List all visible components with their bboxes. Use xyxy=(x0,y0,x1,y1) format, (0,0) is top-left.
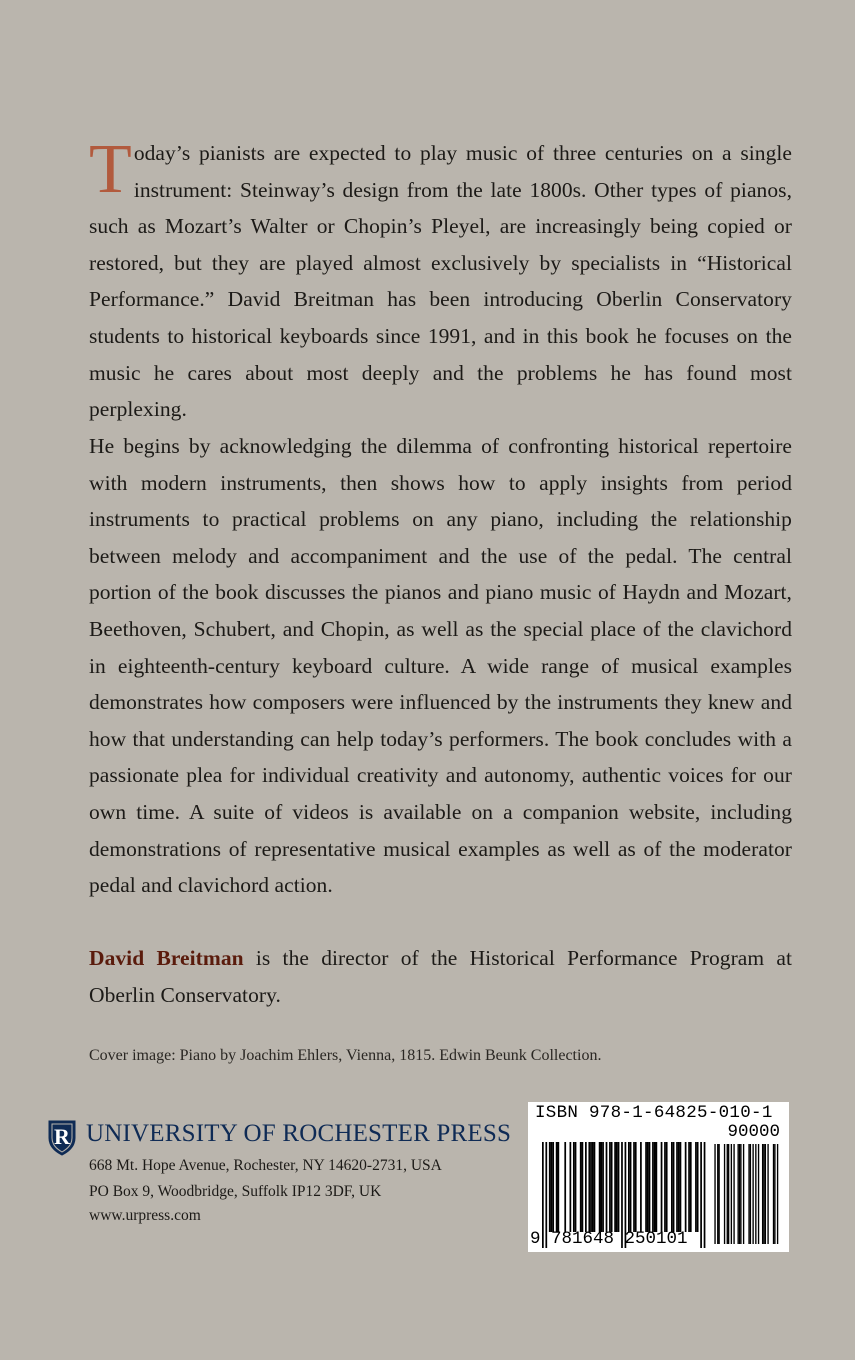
addon-bar xyxy=(765,1144,766,1244)
barcode-bar xyxy=(633,1142,635,1232)
addon-bar xyxy=(752,1144,753,1244)
barcode-bar xyxy=(661,1142,663,1232)
barcode-bar xyxy=(570,1142,572,1232)
addon-bar xyxy=(727,1144,728,1244)
barcode-bar xyxy=(695,1142,697,1232)
barcode-bar xyxy=(630,1142,632,1232)
addon-bar xyxy=(739,1144,740,1244)
barcode-bar xyxy=(664,1142,666,1232)
barcode-bar xyxy=(704,1142,706,1248)
barcode-bar xyxy=(671,1142,673,1232)
barcode-bar xyxy=(656,1142,658,1232)
barcode-bar xyxy=(549,1142,551,1232)
barcode-bar xyxy=(557,1142,559,1232)
barcode-bar xyxy=(680,1142,682,1232)
barcode-bar xyxy=(685,1142,687,1232)
barcode-bar xyxy=(688,1142,690,1232)
barcode-bar xyxy=(594,1142,596,1232)
addon-bar xyxy=(737,1144,738,1244)
barcode-bar xyxy=(573,1142,575,1232)
addon-bar xyxy=(774,1144,775,1244)
addon-bar xyxy=(740,1144,741,1244)
addon-bar xyxy=(767,1144,768,1244)
barcode-bar xyxy=(649,1142,651,1232)
barcode-bar xyxy=(628,1142,630,1232)
addon-bar xyxy=(717,1144,718,1244)
barcode-bar xyxy=(614,1142,616,1232)
barcode-bar xyxy=(654,1142,656,1232)
publisher-logo-letter: R xyxy=(54,1124,70,1149)
addon-bar xyxy=(724,1144,725,1244)
author-bio xyxy=(89,940,792,1013)
barcode-bar xyxy=(580,1142,582,1232)
addon-bar xyxy=(762,1144,763,1244)
isbn-barcode xyxy=(528,1102,789,1252)
barcode-bar xyxy=(582,1142,584,1232)
isbn-label: ISBN 978-1-64825-010-1 xyxy=(535,1103,773,1123)
barcode-bar xyxy=(676,1142,678,1232)
barcode-bar xyxy=(551,1142,553,1232)
barcode-bar xyxy=(590,1142,592,1232)
barcode-bar xyxy=(700,1142,702,1248)
barcode-bar xyxy=(645,1142,647,1232)
addon-bar xyxy=(731,1144,732,1244)
description-paragraph-1 xyxy=(89,131,792,428)
addon-bar xyxy=(777,1144,778,1244)
drop-cap: T xyxy=(89,131,132,208)
publisher-name: UNIVERSITY OF ROCHESTER PRESS xyxy=(86,1120,512,1147)
description-paragraph-2: He begins by acknowledging the dilemma of confronting historical repertoire with modern instruments, then shows how to apply insights from period instruments to practical problems on any piano, including the relationship between melody and accompaniment and the use of the pedal. The central portion of the book discusses the pianos and piano music of Haydn and Mozart, Beethoven, Schubert, and Chopin, as well as the special place of the clavichord in eighteenth-century keyboard culture. A wide range of musical examples demonstrates how composers were influenced by the instruments they knew and how that understanding can help today’s performers. The book concludes with a passionate plea for individual creativity and autonomy, authentic voices for our own time. A suite of videos is available on a companion website, including demonstrations of representative musical examples as well as of the moderator pedal and clavichord action. xyxy=(89,434,792,898)
addon-bar xyxy=(718,1144,719,1244)
author-name: David Breitman xyxy=(89,946,244,970)
cover-credit: Cover image: Piano by Joachim Ehlers, Vienna, 1815. Edwin Beunk Collection. xyxy=(89,1047,602,1064)
addon-bar xyxy=(728,1144,729,1244)
addon-bar xyxy=(733,1144,734,1244)
barcode-bar xyxy=(611,1142,613,1232)
addon-bar xyxy=(758,1144,759,1244)
barcode-bar xyxy=(552,1142,554,1232)
author-bio-text: is the director of the Historical Performance Program at Oberlin Conservatory. xyxy=(89,946,792,1007)
addon-bar xyxy=(743,1144,744,1244)
barcode-bar xyxy=(635,1142,637,1232)
barcode-bar xyxy=(588,1142,590,1232)
barcode-bar xyxy=(600,1142,602,1232)
barcode-bar xyxy=(609,1142,611,1232)
barcode-bar xyxy=(697,1142,699,1232)
addon-bar xyxy=(773,1144,774,1244)
price-code: 90000 xyxy=(727,1122,780,1142)
addon-bar xyxy=(750,1144,751,1244)
barcode-bar xyxy=(666,1142,668,1232)
barcode-bar xyxy=(647,1142,649,1232)
barcode-bar xyxy=(652,1142,654,1232)
barcode-bar xyxy=(673,1142,675,1232)
barcode-bar xyxy=(592,1142,594,1232)
ean-digits: 9 781648 250101 xyxy=(530,1229,688,1249)
addon-bar xyxy=(714,1144,715,1244)
barcode-bar xyxy=(602,1142,604,1232)
barcode-bar xyxy=(616,1142,618,1232)
description-paragraph-1-text: oday’s pianists are expected to play music of three centuries on a single instrument: Steinway’s design from the late 1800s. Other types of pianos, such as Mozart’s Walter or Chopin’s Pleyel, are increasingly being copied or restored, but they are played almost exclusively by specialists in “Historical Performance.” David Breitman has been introducing Oberlin Conservatory students to historical keyboards since 1991, and in this book he focuses on the music he cares about most deeply and the problems he has found most perplexing. xyxy=(89,141,792,422)
barcode-bar xyxy=(599,1142,601,1232)
addon-bar xyxy=(763,1144,764,1244)
publisher-address-usa: 668 Mt. Hope Avenue, Rochester, NY 14620-2731, USA xyxy=(89,1157,442,1174)
barcode-bar xyxy=(606,1142,608,1232)
barcode-bar xyxy=(640,1142,642,1232)
addon-bar xyxy=(755,1144,756,1244)
publisher-website: www.urpress.com xyxy=(89,1207,201,1224)
barcode-bar xyxy=(564,1142,566,1232)
barcode-bar xyxy=(690,1142,692,1232)
barcode-bar xyxy=(585,1142,587,1232)
addon-bar xyxy=(748,1144,749,1244)
barcode-bar xyxy=(618,1142,620,1232)
barcode-bar xyxy=(678,1142,680,1232)
publisher-address-uk: PO Box 9, Woodbridge, Suffolk IP12 3DF, UK xyxy=(89,1183,382,1200)
barcode-bar xyxy=(556,1142,558,1232)
publisher-shield-logo xyxy=(46,1118,78,1156)
barcode-bar xyxy=(575,1142,577,1232)
